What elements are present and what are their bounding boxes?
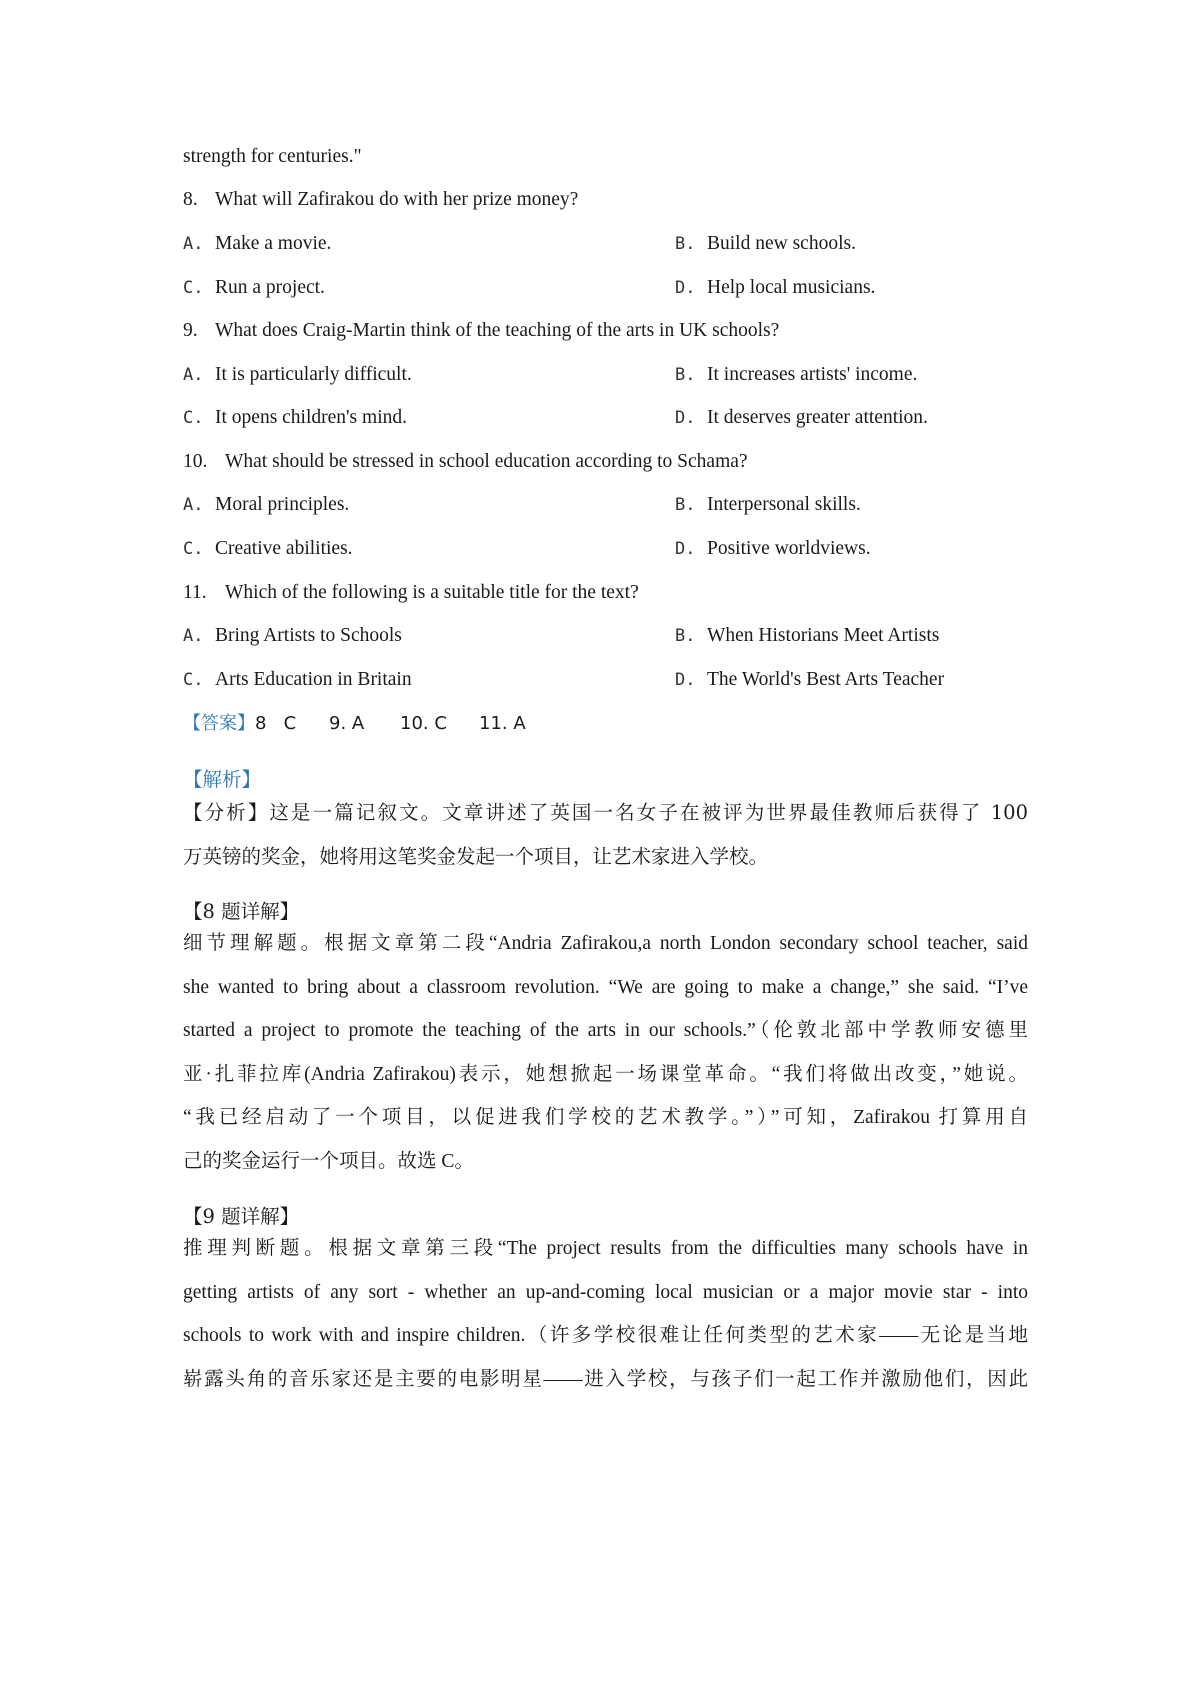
detail-9-line: getting artists of any sort - whether an up-and-coming local musician or a major movie star - into xyxy=(183,1282,1028,1303)
option-text: It opens children's mind. xyxy=(215,407,407,428)
answer-item: 11. A xyxy=(479,713,526,734)
question-stem: What should be stressed in school education according to Schama? xyxy=(225,451,748,472)
option-8b xyxy=(675,232,856,256)
question-number: 11. xyxy=(183,582,207,603)
option-letter: C. xyxy=(183,539,204,559)
option-11d xyxy=(675,668,944,692)
option-letter: B. xyxy=(675,365,696,385)
option-text: Positive worldviews. xyxy=(707,538,871,559)
option-11b xyxy=(675,624,939,648)
option-letter: D. xyxy=(675,408,696,428)
detail-9-line: 推理判断题。根据文章第三段“The project results from the difficulties many schools have in xyxy=(183,1238,1028,1259)
option-text: It is particularly difficult. xyxy=(215,364,412,385)
option-letter: A. xyxy=(183,495,204,515)
option-text: It increases artists' income. xyxy=(707,364,918,385)
option-text: Bring Artists to Schools xyxy=(215,625,402,646)
answer-label: 【答案】 xyxy=(183,713,255,734)
detail-9-heading: 【9 题详解】 xyxy=(183,1205,300,1228)
question-number: 10. xyxy=(183,451,208,472)
option-8d xyxy=(675,276,875,300)
answer-line xyxy=(183,712,526,736)
option-10a xyxy=(183,493,349,517)
detail-9-line: 崭露头角的音乐家还是主要的电影明星——进入学校，与孩子们一起工作并激励他们，因此 xyxy=(183,1369,1028,1390)
option-text: It deserves greater attention. xyxy=(707,407,928,428)
option-10b xyxy=(675,493,861,517)
option-text: Make a movie. xyxy=(215,233,332,254)
option-letter: C. xyxy=(183,670,204,690)
question-number: 8. xyxy=(183,189,198,210)
option-letter: B. xyxy=(675,234,696,254)
option-9c xyxy=(183,406,407,430)
detail-8-heading: 【8 题详解】 xyxy=(183,900,300,923)
option-text: Build new schools. xyxy=(707,233,856,254)
option-letter: A. xyxy=(183,234,204,254)
question-stem: What will Zafirakou do with her prize money? xyxy=(215,189,579,210)
option-8a xyxy=(183,232,331,256)
option-letter: C. xyxy=(183,278,204,298)
option-text: When Historians Meet Artists xyxy=(707,625,940,646)
intro-tail: strength for centuries." xyxy=(183,146,362,167)
option-11c xyxy=(183,668,412,692)
answer-item: 10. C xyxy=(400,713,447,734)
question-stem: Which of the following is a suitable title for the text? xyxy=(225,582,639,603)
option-letter: B. xyxy=(675,495,696,515)
detail-8-line: started a project to promote the teaching of the arts in our schools.”（伦敦北部中学教师安德里 xyxy=(183,1020,1028,1041)
option-letter: A. xyxy=(183,365,204,385)
question-stem: What does Craig-Martin think of the teaching of the arts in UK schools? xyxy=(215,320,780,341)
option-letter: B. xyxy=(675,626,696,646)
question-10 xyxy=(183,450,748,474)
summary-line-2: 万英镑的奖金，她将用这笔奖金发起一个项目，让艺术家进入学校。 xyxy=(183,845,769,868)
question-number: 9. xyxy=(183,320,198,341)
option-letter: D. xyxy=(675,539,696,559)
answer-item: 8 C xyxy=(255,713,297,734)
detail-8-line: 细节理解题。根据文章第二段“Andria Zafirakou,a north London secondary school teacher, said xyxy=(183,933,1028,954)
detail-8-line: 己的奖金运行一个项目。故选 C。 xyxy=(183,1151,474,1172)
summary-line-1: 【分析】这是一篇记叙文。文章讲述了英国一名女子在被评为世界最佳教师后获得了 100 xyxy=(183,801,1028,824)
option-9d xyxy=(675,406,928,430)
question-8 xyxy=(183,188,578,212)
option-text: Run a project. xyxy=(215,277,325,298)
option-text: Moral principles. xyxy=(215,494,350,515)
option-8c xyxy=(183,276,325,300)
option-text: The World's Best Arts Teacher xyxy=(707,669,945,690)
option-11a xyxy=(183,624,402,648)
answer-item: 9. A xyxy=(329,713,365,734)
detail-9-line: schools to work with and inspire children.（许多学校很难让任何类型的艺术家——无论是当地 xyxy=(183,1325,1028,1346)
analysis-label: 【解析】 xyxy=(183,768,262,791)
option-9b xyxy=(675,363,917,387)
option-text: Help local musicians. xyxy=(707,277,876,298)
option-text: Interpersonal skills. xyxy=(707,494,861,515)
option-letter: A. xyxy=(183,626,204,646)
option-text: Creative abilities. xyxy=(215,538,353,559)
option-letter: D. xyxy=(675,670,696,690)
option-10c xyxy=(183,537,353,561)
option-10d xyxy=(675,537,871,561)
option-text: Arts Education in Britain xyxy=(215,669,412,690)
detail-8-line: she wanted to bring about a classroom revolution. “We are going to make a change,” she said. “I’ve xyxy=(183,977,1028,998)
option-letter: D. xyxy=(675,278,696,298)
question-9 xyxy=(183,319,779,343)
option-letter: C. xyxy=(183,408,204,428)
option-9a xyxy=(183,363,412,387)
detail-8-line: 亚·扎菲拉库(Andria Zafirakou)表示，她想掀起一场课堂革命。“我们将做出改变，”她说。 xyxy=(183,1064,1028,1085)
detail-8-line: “我已经启动了一个项目，以促进我们学校的艺术教学。”）”可知，Zafirakou 打算用自 xyxy=(183,1107,1028,1128)
question-11 xyxy=(183,581,639,605)
